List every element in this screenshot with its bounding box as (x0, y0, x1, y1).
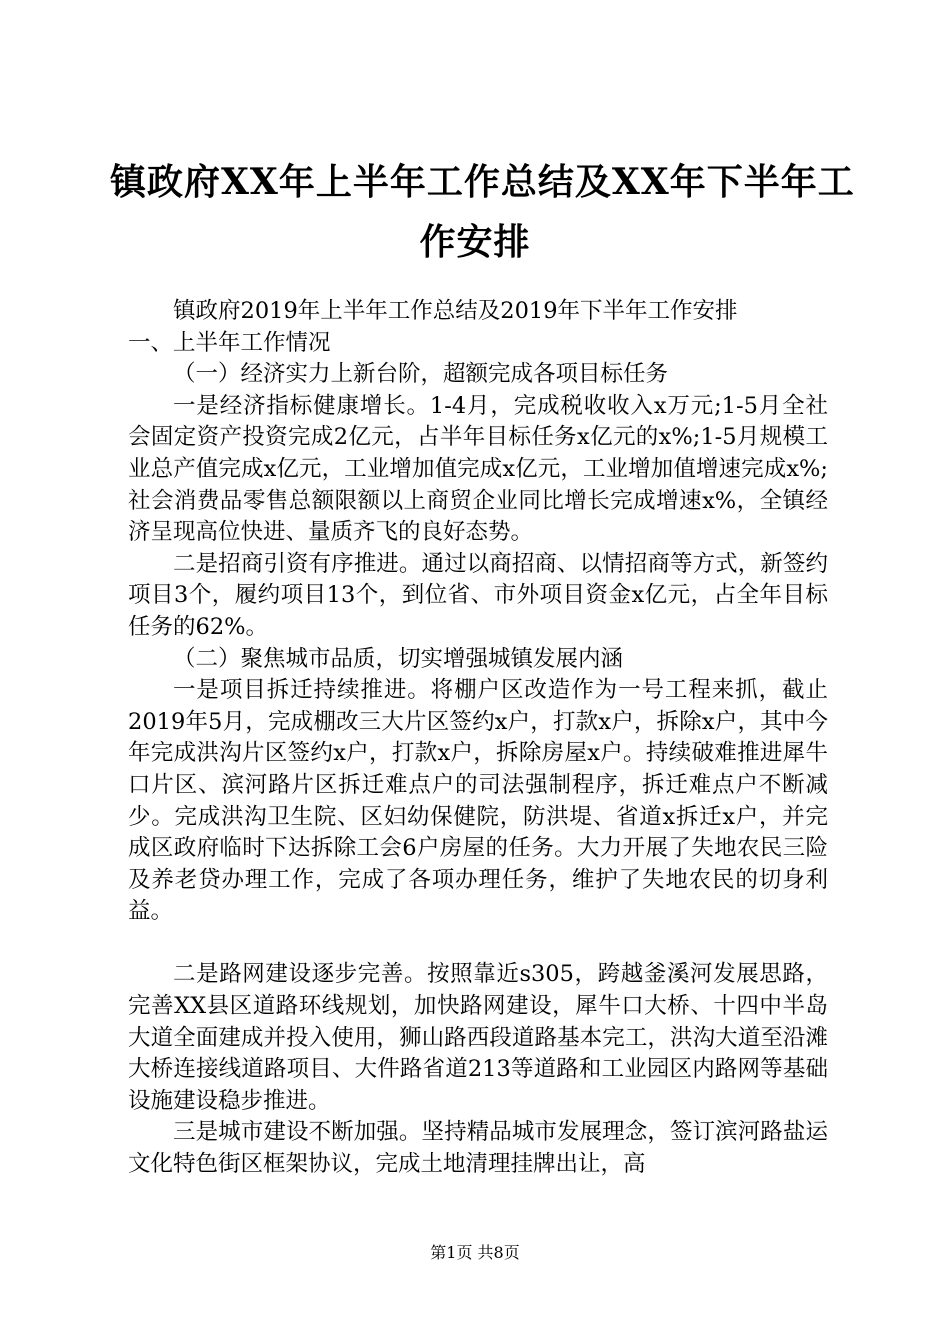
document-title-line-2: 作安排 (419, 221, 531, 263)
paragraph-investment: 二是招商引资有序推进。通过以商招商、以情招商等方式，新签约项目3个，履约项目13个，到位省、市外项目资金x亿元，占全年目标任务的62%。 (128, 550, 828, 640)
page-footer: 第1页 共8页 (430, 1243, 520, 1262)
subsection-heading-1: （一）经济实力上新台阶，超额完成各项目标任务 (173, 361, 669, 388)
paragraph-demolition: 一是项目拆迁持续推进。将棚户区改造作为一号工程来抓，截止2019年5月，完成棚改三大片区签约x户，打款x户，拆除x户，其中今年完成洪沟片区签约x户，打款x户，拆除房屋x户。持续破难推进犀牛口片区、滨河路片区拆迁难点户的司法强制程序，拆迁难点户不断减少。完成洪沟卫生院、区妇幼保健院，防洪堤、省道x拆迁x户，并完成区政府临时下达拆除工会6户房屋的任务。大力开展了失地农民三险及养老贷办理工作，完成了各项办理任务，维护了失地农民的切身利益。 (128, 677, 828, 925)
paragraph-road-network: 二是路网建设逐步完善。按照靠近s305，跨越釜溪河发展思路，完善XX县区道路环线规划，加快路网建设，犀牛口大桥、十四中半岛大道全面建成并投入使用，狮山路西段道路基本完工，洪沟大道至沿滩大桥连接线道路项目、大件路省道213等道路和工业园区内路网等基础设施建设稳步推进。 (128, 961, 828, 1114)
subtitle-paragraph: 镇政府2019年上半年工作总结及2019年下半年工作安排 (173, 298, 738, 324)
document-body (128, 296, 828, 1181)
subsection-heading-2: （二）聚焦城市品质，切实增强城镇发展内涵 (173, 645, 624, 672)
paragraph-spacer (128, 928, 828, 960)
section-heading-1: 一、上半年工作情况 (128, 329, 331, 356)
document-title-line-1: 镇政府XX年上半年工作总结及XX年下半年工 (110, 161, 855, 203)
paragraph-city-construction: 三是城市建设不断加强。坚持精品城市发展理念，签订滨河路盐运文化特色街区框架协议，完成土地清理挂牌出让，高 (128, 1119, 828, 1178)
paragraph-economic-indicators: 一是经济指标健康增长。1-4月，完成税收收入x万元;1-5月全社会固定资产投资完成2亿元，占半年目标任务x亿元的x%;1-5月规模工业总产值完成x亿元，工业增加值完成x亿元，工业增加值增速完成x%;社会消费品零售总额限额以上商贸企业同比增长完成增速x%，全镇经济呈现高位快进、量质齐飞的良好态势。 (128, 392, 828, 546)
